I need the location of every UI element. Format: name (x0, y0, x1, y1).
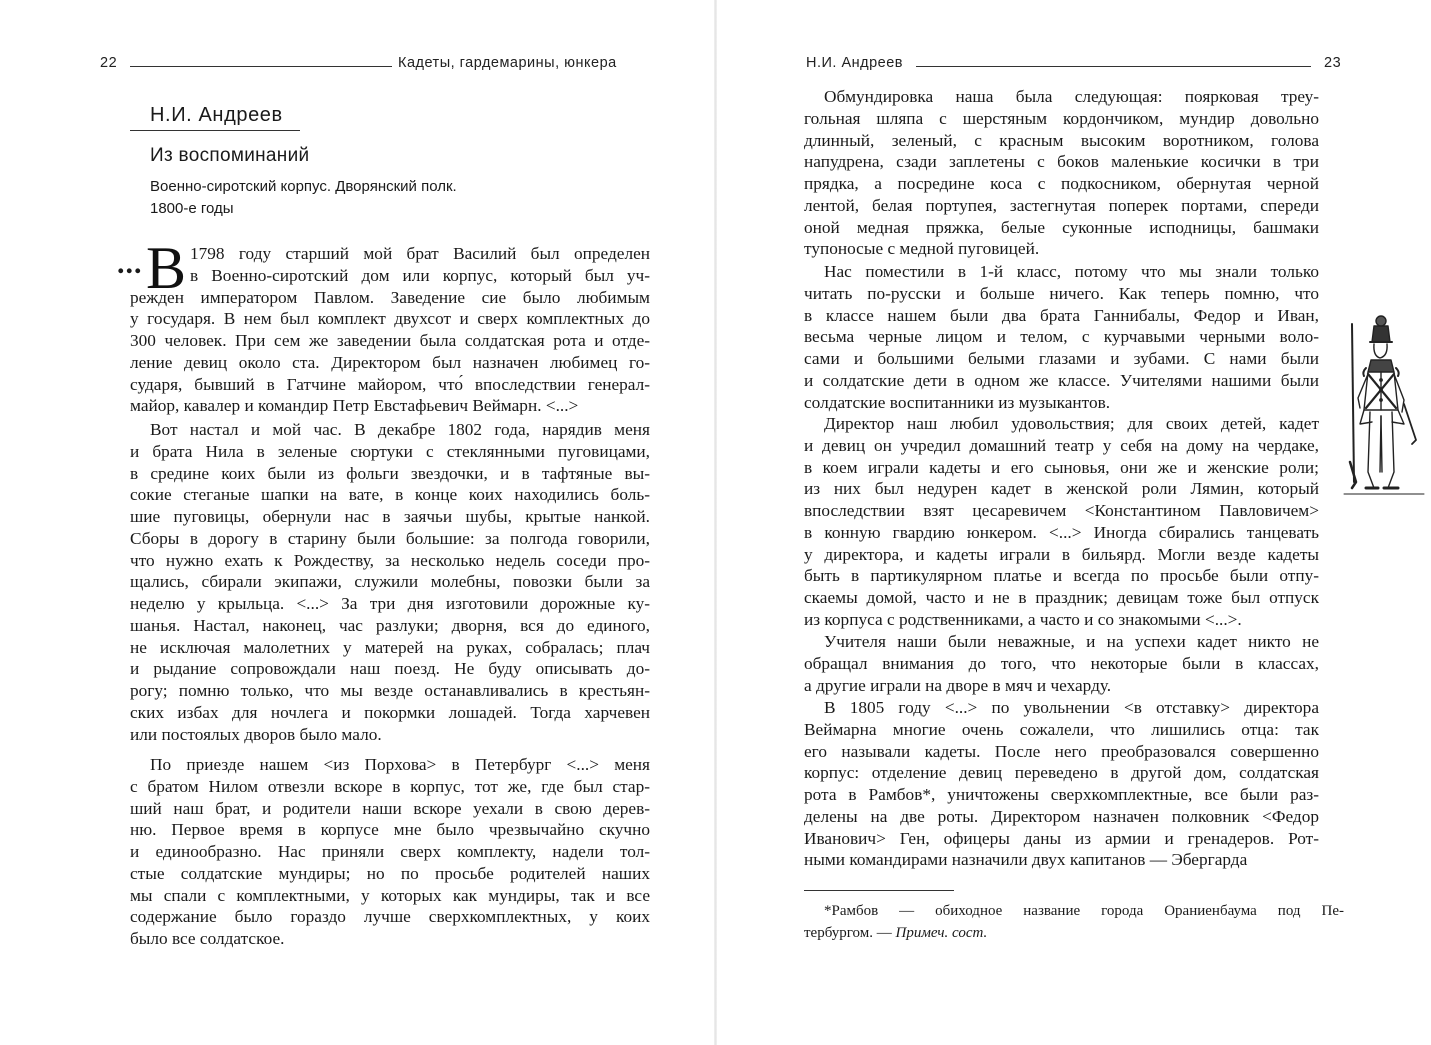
paragraph (804, 631, 1319, 696)
paragraph (804, 413, 1319, 631)
text-line: Иванович> Ген, офицеры даны из армии и гренадеров. Рот- (804, 828, 1319, 848)
paragraph (130, 419, 650, 745)
running-head: Кадеты, гардемарины, юнкера (398, 55, 617, 71)
page-number: 22 (100, 55, 118, 71)
text-line: щались, сбирали экипажи, служили молебны, повозки были за (130, 572, 650, 592)
text-line: корпус: отделение девиц переведено в другой дом, солдатская (804, 763, 1319, 783)
text-line: солдатские воспитанники из музыкантов. (804, 392, 1111, 412)
text-line: у директора, и кадеты играли в бильярд. Могли везде кадеты (804, 544, 1319, 564)
text-line: быть в партикулярном платье и всегда по просьбе были отпу- (804, 566, 1319, 586)
footnote-text: тербургом. — (804, 925, 896, 941)
text-line: ными командирами назначили двух капитанов — Эбергарда (804, 850, 1248, 870)
paragraph (804, 697, 1319, 871)
text-line: читать по-русски и больше ничего. Как теперь помню, что (804, 283, 1319, 303)
text-line: мы спали с комплектными, у которых как мундиры, так и все (130, 885, 650, 905)
text-line: ление девиц около ста. Директором был назначен любимец го- (130, 352, 650, 372)
footnote (804, 900, 1344, 944)
text-line: Обмундировка наша была следующая: поярковая треу- (824, 87, 1319, 106)
text-line: Сборы в дорогу в старину были большие: за полгода говорили, (130, 528, 650, 548)
dropcap-letter: В (146, 235, 187, 301)
text-line: рогу; помню только, что мы везде останавливались в крестьян- (130, 681, 650, 700)
text-line: сокие стеганые шапки на вате, в конце коих находились боль- (130, 485, 650, 505)
text-line: 300 человек. При сем же заведении была солдатская рота и отде- (130, 331, 650, 350)
text-line: По приезде нашем <из Порхова> в Петербург <...> меня (150, 755, 650, 774)
text-line: в конную гвардию юнкером. <...> Иногда сбирались танцевать (804, 522, 1319, 542)
text-line: Директор наш любил удовольствия; для своих детей, кадет (824, 414, 1319, 433)
text-line: рота в Рамбов*, уничтожены сверхкомплектные, все были раз- (804, 785, 1319, 804)
text-line: ший наш брат, и родители наши вскоре уехали в свою дерев- (130, 798, 650, 818)
paragraph (130, 243, 650, 417)
text-line: лентой, белая портупея, застегнутая поперек портами, спереди (804, 195, 1319, 215)
text-line: майор, кавалер и командир Петр Евстафьевич Веймарн. <...> (130, 396, 579, 416)
text-line: а другие играли на дворе в мяч и чехарду. (804, 675, 1112, 695)
text-line: Вот настал и мой час. В декабре 1802 года, нарядив меня (150, 420, 650, 439)
text-line: делены на две роты. Директором назначен полковник <Федор (804, 806, 1319, 826)
text-line: шанья. Настал, наконец, час разлуки; дворня, вся до единого, (130, 615, 650, 635)
text-line: В 1805 году <...> по увольнении <в отставку> директора (824, 698, 1319, 717)
text-line: напудрена, сзади заплетены с боков маленькие косички в три (804, 152, 1319, 172)
chapter-title: Из воспоминаний (150, 145, 310, 166)
text-line: 1798 году старший мой брат Василий был определен (190, 244, 650, 263)
text-line: прядка, а посредине коса с подкосником, обернутая черной (804, 174, 1319, 193)
subtitle-line: 1800-е годы (150, 200, 234, 217)
text-line: весьма черные лицом и телом, с курчавыми черными воло- (804, 327, 1319, 347)
text-line: Учителя наши были неважные, и на успехи кадет никто не (824, 632, 1319, 651)
footnote-line: *Рамбов — обиходное название города Ораниенбаума под Пе- (824, 903, 1344, 919)
text-line: что нужно ехать к Рождеству, за несколько недель соседи про- (130, 550, 650, 570)
text-line: Веймарна многие очень сожалели, что лишились отца: так (804, 719, 1319, 739)
dropcap-ellipsis: ... (117, 247, 143, 280)
text-line: неделю у крыльца. <...> За три дня изготовили дорожные ку- (130, 594, 650, 613)
text-line: у государя. В нем был комплект двухсот и сверх комплектных до (130, 309, 650, 329)
text-line: в средине коих были из фольги звездочки, и в тафтяные вы- (130, 463, 650, 483)
text-line: или постоялых дворов было мало. (130, 724, 382, 744)
header-rule (130, 66, 392, 67)
cadet-soldier-illustration (1324, 312, 1431, 502)
paragraph (804, 86, 1319, 260)
text-line: из корпуса с родственниками, а часто и со знакомыми <...>. (804, 609, 1242, 629)
paragraph (130, 754, 650, 950)
text-line: стые солдатские мундиры; но по просьбе родителей наших (130, 863, 650, 883)
text-line: гольная шляпа с шерстяным кордончиком, мундир довольно (804, 108, 1319, 128)
text-line: режден императором Павлом. Заведение сие было любимым (130, 287, 650, 307)
text-line: из них был недурен кадет в женской роли Лямин, который (804, 479, 1319, 499)
text-line: впоследствии взят цесаревичем <Константином Павловичем> (804, 501, 1319, 520)
text-line: скаемы домой, часто и не в праздник; девицам тоже был отпуск (804, 588, 1319, 607)
text-line: и девиц он учредил домашний театр у себя на дому на чердаке, (804, 435, 1319, 455)
text-line: и рыдание сопровождали наш поезд. Не буду описывать до- (130, 659, 650, 679)
text-line: в классе нашем были два брата Ганнибалы, Федор и Иван, (804, 305, 1319, 325)
text-line: было все солдатское. (130, 929, 285, 948)
subtitle-line: Военно-сиротский корпус. Дворянский полк. (150, 178, 457, 195)
text-line: его называли кадеты. После него преобразовался совершенно (804, 741, 1319, 761)
text-line: тупоносые с медной пуговицей. (804, 239, 1040, 259)
text-line: шие пуговицы, обернули нас в заячьи шубы, крытые нанкой. (130, 507, 650, 526)
author-name: Н.И. Андреев (150, 104, 283, 126)
running-head: Н.И. Андреев (806, 55, 904, 71)
text-line: Нас поместили в 1-й класс, потому что мы знали только (824, 262, 1319, 281)
text-line: в Военно-сиротский дом или корпус, который был уч- (190, 265, 650, 285)
right-page (716, 0, 1431, 1045)
chapter-subtitle (150, 176, 570, 220)
text-line: и солдатские дети в одном же классе. Учителями нашими были (804, 370, 1319, 390)
text-line: содержание было гораздо лучше сверхкомплектных, у коих (130, 907, 650, 927)
text-line: оной медная пряжка, белые суконные исподницы, башмаки (804, 217, 1319, 237)
text-line: с братом Нилом отвезли вскоре в корпус, тот же, где был стар- (130, 776, 650, 796)
author-rule (130, 130, 300, 131)
text-line: в коем играли кадеты и его сыновья, они же и женские роли; (804, 457, 1319, 477)
text-line: длинный, зеленый, с красным высоким воротником, голова (804, 130, 1319, 150)
text-line: ню. Первое время в корпусе мне было чрезвычайно скучно (130, 820, 650, 840)
text-line: ских избах для ночлега и покормки лошадей. Тогда харчевен (130, 702, 650, 722)
text-line: и брата Нила в зеленые сюртуки с стеклянными пуговицами, (130, 441, 650, 461)
text-line: сами и большими белыми глазами и зубами. С нами были (804, 349, 1319, 368)
text-line: сударя, бывший в Гатчине майором, что́ впоследствии генерал- (130, 374, 650, 394)
footnote-attribution: Примеч. сост. (895, 925, 988, 941)
page-number: 23 (1324, 55, 1342, 71)
paragraph (804, 261, 1319, 413)
footnote-rule (804, 890, 954, 891)
text-line: обращал внимания до того, что некоторые были в классах, (804, 653, 1319, 673)
footnote-line (804, 922, 1344, 944)
header-rule (916, 66, 1311, 67)
text-line: не исключая малолетних у матерей на руках, собралась; плач (130, 637, 650, 657)
text-line: и единообразно. Нас приняли сверх комплекту, надели тол- (130, 842, 650, 861)
